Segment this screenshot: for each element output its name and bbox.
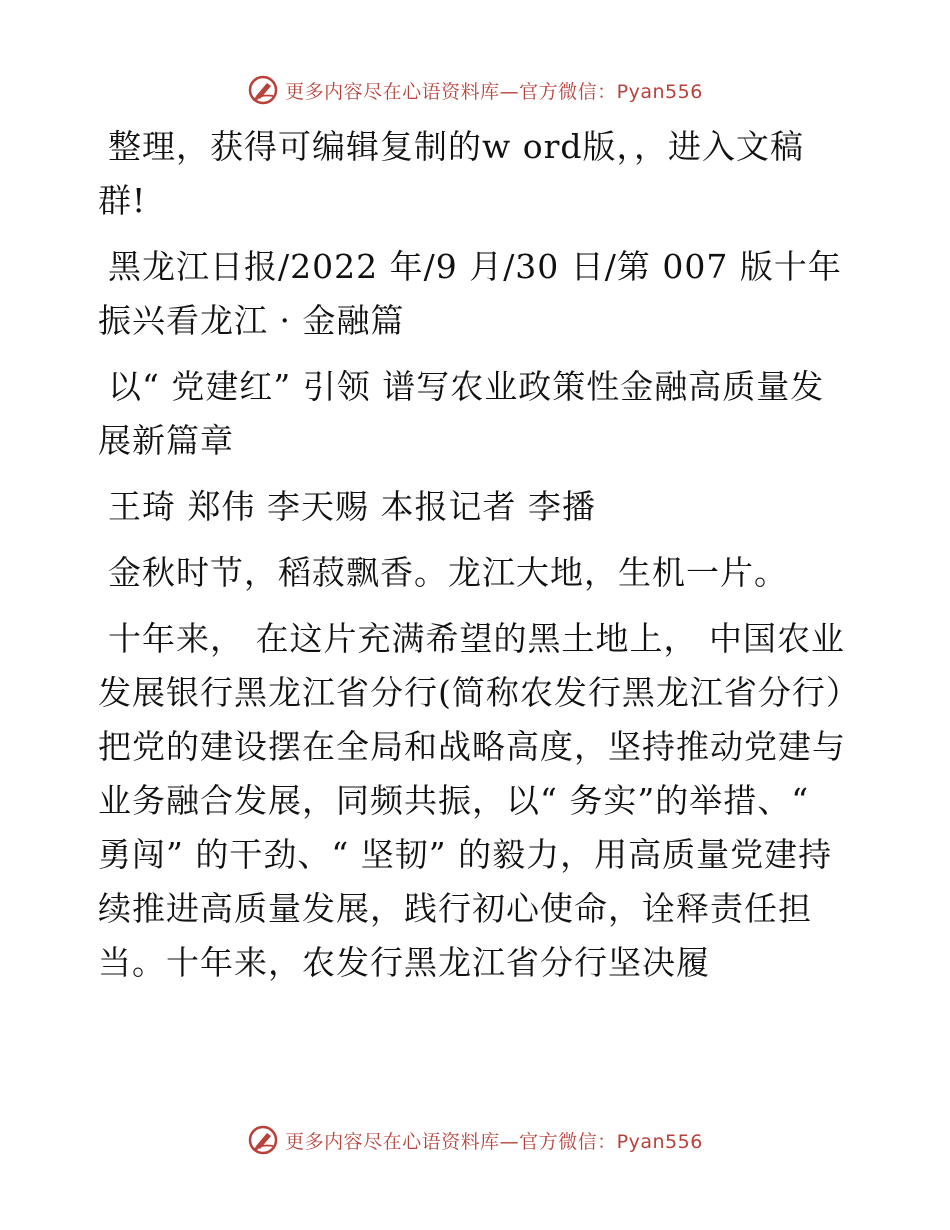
banner-text: 更多内容尽在心语资料库—官方微信：Pyan556 xyxy=(285,1130,703,1153)
document-body xyxy=(98,120,850,1002)
paragraph-lead: 金秋时节，稻菽飘香。龙江大地，生机一片。 xyxy=(108,553,788,592)
footer-watermark-banner xyxy=(0,1120,950,1160)
paragraph-body: 十年来， 在这片充满希望的黑土地上， 中国农业发展银行黑龙江省分行(简称农发行黑龙江省分行）把党的建设摆在全局和战略高度，坚持推动党建与业务融合发展，同频共振，以“ 务实”的举措、“ 勇闯” 的干劲、“ 坚韧” 的毅力，用高质量党建持续推进高质量发展，践行初心使命，诠释责任担当。十年来，农发行黑龙江省分行坚决履 xyxy=(98,619,846,982)
article-authors: 王琦 郑伟 李天赐 本报记者 李播 xyxy=(108,487,596,526)
pen-logo-icon xyxy=(247,74,279,106)
banner-text: 更多内容尽在心语资料库—官方微信：Pyan556 xyxy=(285,80,703,103)
paragraph-intro: 整理，获得可编辑复制的w ord版，，进入文稿群! xyxy=(98,127,805,220)
header-watermark-banner xyxy=(0,70,950,110)
paragraph-source: 黑龙江日报/2022 年/9 月/30 日/第 007 版十年振兴看龙江 · 金融篇 xyxy=(98,247,842,340)
article-title: 以“ 党建红” 引领 谱写农业政策性金融高质量发展新篇章 xyxy=(98,367,825,460)
pen-logo-icon xyxy=(247,1124,279,1156)
